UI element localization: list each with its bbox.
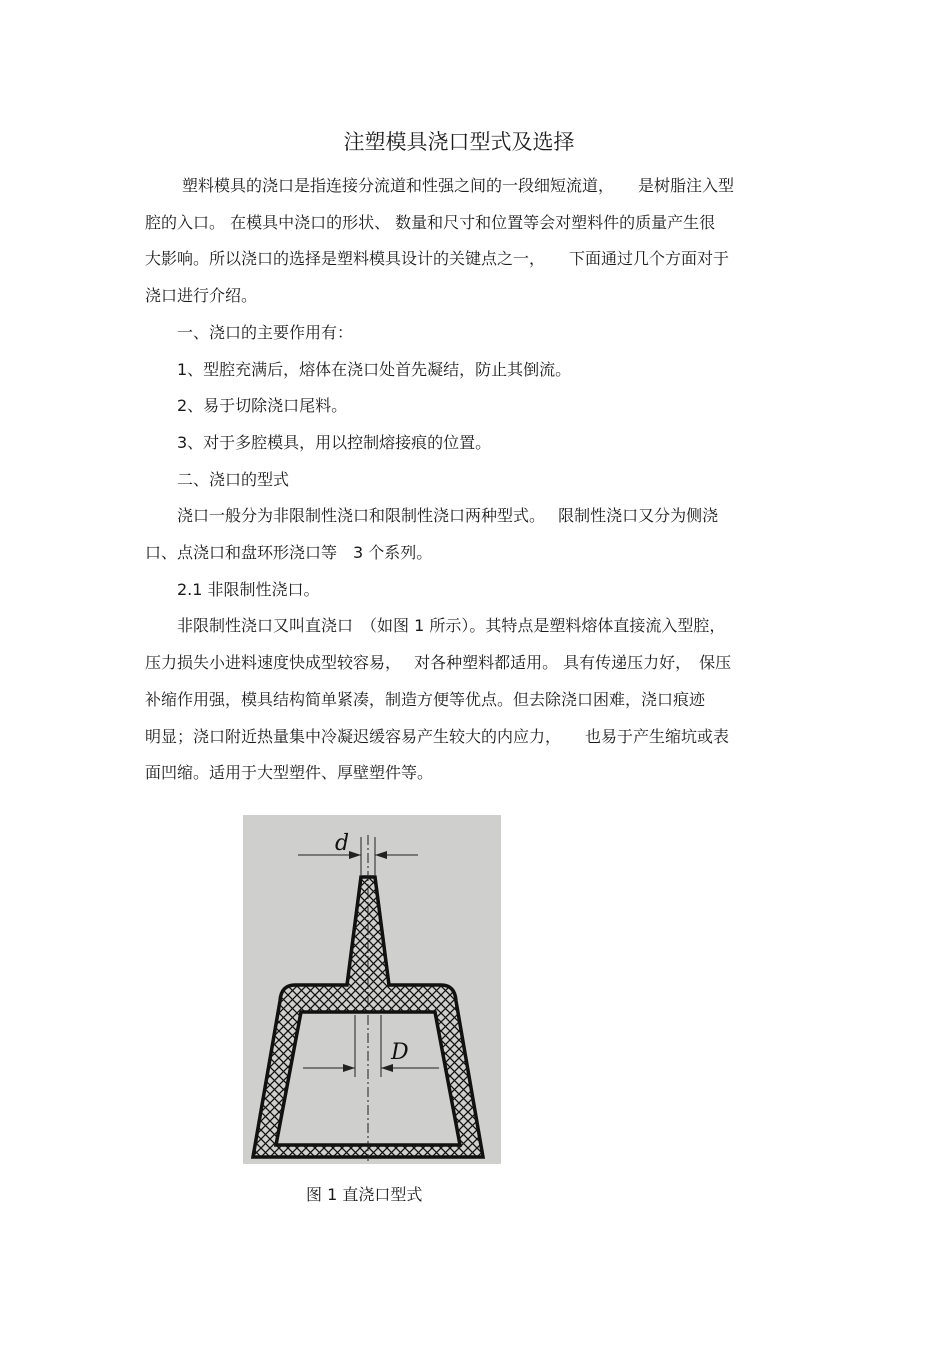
label-D: D <box>391 1040 409 1065</box>
subsection-heading: 2.1 非限制性浇口。 <box>177 579 320 599</box>
dim-d-arrow-right <box>375 851 387 859</box>
paragraph-line: 非限制性浇口又叫直浇口 （如图 1 所示）。其特点是塑料熔体直接流入型腔， <box>177 616 726 636</box>
paragraph-line: 塑料模具的浇口是指连接分流道和性强之间的一段细短流道， 是树脂注入型 <box>182 176 735 195</box>
figure-caption: 图 1 直浇口型式 <box>306 1185 423 1204</box>
paragraph-line: 大影响。所以浇口的选择是塑料模具设计的关键点之一， 下面通过几个方面对于 <box>145 249 730 269</box>
paragraph-line: 浇口进行介绍。 <box>145 286 258 306</box>
dim-d-arrow-left <box>349 851 361 859</box>
paragraph-line: 口、点浇口和盘环形浇口等 3 个系列。 <box>145 543 433 563</box>
document-body <box>145 168 810 792</box>
paragraph-line: 腔的入口。 在模具中浇口的形状、 数量和尺寸和位置等会对塑料件的质量产生很 <box>145 212 716 232</box>
sprue-gate-figure <box>243 815 501 1164</box>
sprue-gate-diagram <box>243 815 501 1164</box>
paragraph-line: 压力损失小进料速度快成型较容易， 对各种塑料都适用。 具有传递压力好， 保压 <box>145 653 732 673</box>
paragraph-line: 面凹缩。适用于大型塑件、厚壁塑件等。 <box>145 763 434 783</box>
paragraph-line: 补缩作用强，模具结构简单紧凑，制造方便等优点。但去除浇口困难，浇口痕迹 <box>145 689 706 709</box>
label-d: d <box>335 831 350 856</box>
list-item: 1、型腔充满后，熔体在浇口处首先凝结，防止其倒流。 <box>177 359 572 379</box>
dim-D-arrow-left <box>343 1064 355 1072</box>
list-item: 2、易于切除浇口尾料。 <box>177 396 348 416</box>
paragraph-line: 浇口一般分为非限制性浇口和限制性浇口两种型式。 限制性浇口又分为侧浇 <box>177 506 719 526</box>
dim-D-arrow-right <box>381 1064 393 1072</box>
section-heading: 二、浇口的型式 <box>177 469 290 489</box>
section-heading: 一、浇口的主要作用有： <box>177 322 354 342</box>
paragraph-line: 明显；浇口附近热量集中冷凝迟缓容易产生较大的内应力， 也易于产生缩坑或表 <box>145 726 730 746</box>
document-title: 注塑模具浇口型式及选择 <box>343 130 575 154</box>
list-item: 3、对于多腔模具，用以控制熔接痕的位置。 <box>177 432 492 452</box>
